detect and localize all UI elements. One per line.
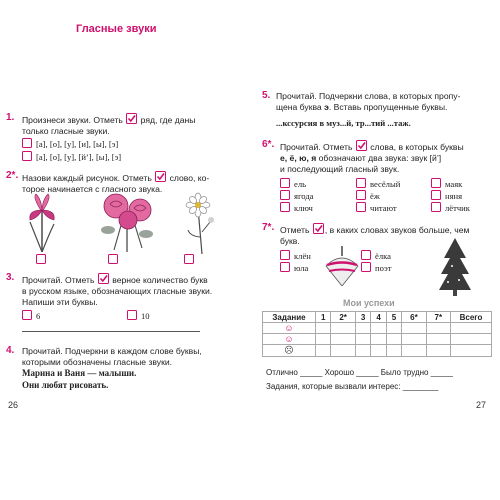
task-5-number: 5. (262, 90, 271, 101)
checkbox[interactable] (280, 202, 290, 212)
checkbox[interactable] (22, 310, 32, 320)
task-3-option-b: 10 (127, 310, 150, 322)
task-6-word-8: читают (356, 202, 397, 214)
task-4-text: Прочитай. Подчеркни в каждом слове буквы, которыми обозначены гласные звуки. (22, 346, 202, 367)
checkbox[interactable] (22, 138, 32, 148)
neutral-face-icon: ☺ (263, 334, 316, 345)
task-1-option-b: [а], [о], [у], [й’], [ы], [э] (22, 151, 121, 163)
task-6-word-7: ключ (280, 202, 313, 214)
table-header: 4 (371, 312, 386, 323)
checkmark-icon (356, 140, 367, 151)
task-1-option-a: [а], [о], [у], [и], [ы], [э] (22, 138, 118, 150)
table-row (263, 334, 492, 345)
checkbox[interactable] (280, 178, 290, 188)
task-7-word-4: поэт (361, 262, 391, 274)
checkbox[interactable] (431, 178, 441, 188)
checkmark-icon (155, 171, 166, 182)
task-1-number: 1. (6, 112, 15, 123)
iris-flower-image (22, 192, 62, 252)
page-number-right: 27 (476, 400, 487, 410)
task-3-option-a: 6 (22, 310, 40, 322)
table-header: 2* (331, 312, 355, 323)
spinning-top-image (324, 246, 360, 286)
task-4-sentence-2: Они любят рисовать. (22, 380, 109, 390)
task-6-word-9: лётчик (431, 202, 470, 214)
table-header: 7* (426, 312, 450, 323)
task-4-number: 4. (6, 345, 15, 356)
task-5-phrase: ...ксcурсия в муз...й, тр...тий ...таж. (276, 118, 411, 128)
table-row (263, 345, 492, 357)
progress-footer-2: Задания, которые вызвали интерес: ________ (266, 382, 439, 391)
checkbox[interactable] (22, 151, 32, 161)
task-3-text: Прочитай. Отметь верное количество букв в русском языке, обозначающих гласные звуки. Напиши эти буквы. (22, 275, 213, 307)
task-7-number: 7*. (262, 222, 275, 233)
task-1-text: Произнеси звуки. Отметь ряд, где даны только гласные звуки. (22, 115, 196, 136)
checkmark-icon (313, 223, 324, 234)
task-6-word-5: ёж (356, 190, 380, 202)
task-6-text: Прочитай. Отметь слова, в которых буквы е, ё, ю, я обозначают два звука: звук [й’] и последующий гласный звук. (280, 142, 464, 174)
checkbox[interactable] (280, 262, 290, 272)
task-6-word-1: ель (280, 178, 306, 190)
page-number-left: 26 (8, 400, 19, 410)
picture-3-checkbox[interactable] (184, 254, 194, 264)
table-header: 3 (355, 312, 370, 323)
checkbox[interactable] (356, 178, 366, 188)
table-header: 5 (386, 312, 401, 323)
checkbox[interactable] (280, 190, 290, 200)
task-6-word-2: весёлый (356, 178, 400, 190)
checkbox[interactable] (356, 190, 366, 200)
task-6-word-6: няня (431, 190, 462, 202)
sad-face-icon: ☹ (263, 345, 316, 357)
happy-face-icon: ☺ (263, 323, 316, 334)
checkmark-icon (126, 113, 137, 124)
table-row (263, 312, 492, 323)
section-title: Гласные звуки (76, 23, 157, 35)
checkbox[interactable] (431, 190, 441, 200)
progress-table (262, 311, 492, 357)
task-7-word-1: клён (280, 250, 311, 262)
progress-footer-1: Отлично _____ Хорошо _____ Было трудно _____ (266, 368, 453, 377)
task-7-text: Отметь , в каких словах звуков больше, чем букв. (280, 225, 470, 246)
checkbox[interactable] (127, 310, 137, 320)
picture-1-checkbox[interactable] (36, 254, 46, 264)
checkmark-icon (98, 273, 109, 284)
task-5-text: Прочитай. Подчеркни слова, в которых пропу- щена буква э. Вставь пропущенные буквы. (276, 91, 461, 112)
daisies-image (180, 192, 220, 254)
task-6-word-3: маяк (431, 178, 462, 190)
task-2-text: Назови каждый рисунок. Отметь слово, ко- торое начинается с гласного звука. (22, 173, 210, 194)
progress-title: Мои успехи (343, 298, 395, 308)
table-header: 6* (402, 312, 426, 323)
task-6-number: 6*. (262, 139, 275, 150)
table-row (263, 323, 492, 334)
task-6-word-4: ягода (280, 190, 314, 202)
table-header: 1 (316, 312, 331, 323)
checkbox[interactable] (361, 250, 371, 260)
checkbox[interactable] (356, 202, 366, 212)
task-3-number: 3. (6, 272, 15, 283)
task-4-sentence-1: Марина и Ваня — малыши. (22, 368, 137, 378)
checkbox[interactable] (361, 262, 371, 272)
task-7-word-3: юла (280, 262, 308, 274)
christmas-tree-image (438, 236, 472, 296)
table-header: Задание (263, 312, 316, 323)
table-header: Всего (451, 312, 492, 323)
checkbox[interactable] (280, 250, 290, 260)
roses-image (94, 190, 160, 252)
task-7-word-2: ёлка (361, 250, 391, 262)
checkbox[interactable] (431, 202, 441, 212)
picture-2-checkbox[interactable] (108, 254, 118, 264)
answer-line[interactable] (22, 331, 200, 332)
task-2-number: 2*. (6, 170, 19, 181)
